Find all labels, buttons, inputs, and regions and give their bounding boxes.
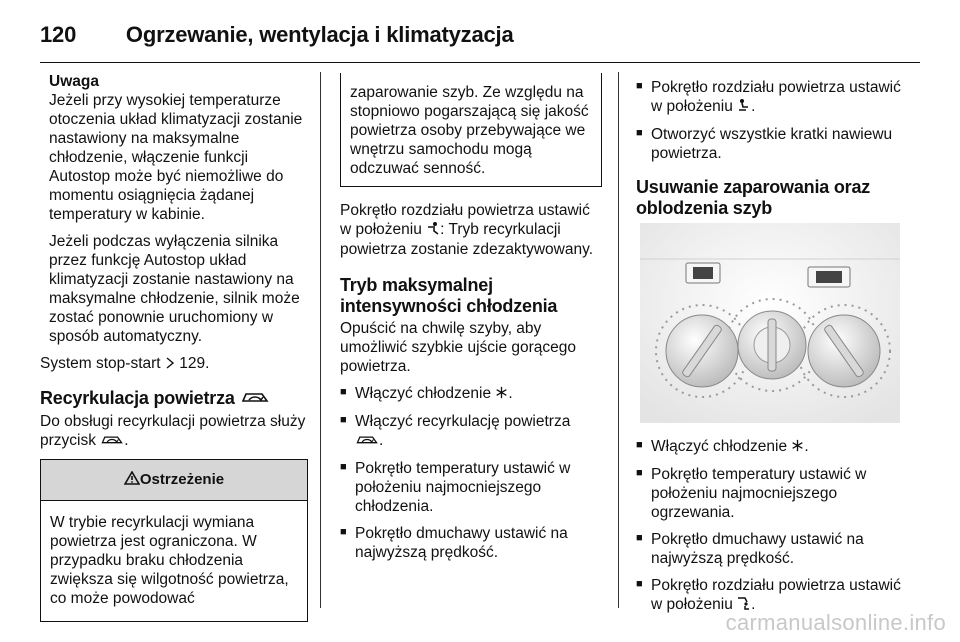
recirculation-car-icon xyxy=(100,432,124,451)
recirculation-car-icon xyxy=(240,389,270,410)
page-number: 120 xyxy=(40,22,77,47)
list-item: ■ Włączyć chłodzenie . xyxy=(636,437,904,457)
heading-defrost: Usuwanie zaparowania oraz oblodzenia szyb xyxy=(636,177,871,218)
climate-control-panel-illustration xyxy=(640,223,900,423)
max-cooling-intro: Opuścić na chwilę szyby, aby umożliwić szybkie ujście gorącego powietrza. xyxy=(340,320,577,375)
snowflake-ac-icon xyxy=(495,385,508,404)
warning-header: Ostrzeżenie xyxy=(41,460,307,501)
ventilation-steps xyxy=(636,78,904,163)
note-paragraph-2: Jeżeli podczas wyłączenia silnika przez funkcję Autostop układ klimatyzacji zostanie nastawiony na maksymalne chłodzenie, silnik może zostać ponownie uruchomiony w sposób automatyczny. xyxy=(49,233,300,345)
header-rule xyxy=(40,62,920,63)
column-2 xyxy=(340,74,602,570)
page-header xyxy=(40,22,513,48)
list-item: ■ Pokrętło dmuchawy ustawić na najwyższą prędkość. xyxy=(636,530,904,568)
warning-triangle-icon xyxy=(124,461,140,501)
vent-face-icon xyxy=(426,221,440,240)
column-3 xyxy=(636,78,904,623)
watermark: carmanualsonline.info xyxy=(725,610,946,635)
list-item: ■ Włączyć recyrkulację powietrza . xyxy=(340,412,602,451)
warning-box xyxy=(40,459,308,622)
list-item: ■ Otworzyć wszystkie kratki nawiewu powietrza. xyxy=(636,125,904,163)
heading-max-cooling: Tryb maksymalnej intensywności chłodzenia xyxy=(340,275,558,316)
warning-box-continued: zaparowanie szyb. Ze względu na stopniowo pogarszającą się jakość powietrza osoby przebywające we wnętrzu samochodu mogą odczuwać senność. xyxy=(340,73,602,187)
note-title: Uwaga xyxy=(49,73,99,90)
list-item: ■ Pokrętło dmuchawy ustawić na najwyższą prędkość. xyxy=(340,524,602,562)
note-paragraph-1: Jeżeli przy wysokiej temperaturze otoczenia układ klimatyzacji zostanie nastawiony na maksymalne chłodzenie, włączenie funkcji Autostop może być niemożliwe do momentu osiągnięcia żądanej temperatury w kabinie. xyxy=(49,92,303,223)
page-reference-arrow-icon xyxy=(165,355,175,374)
list-item: ■ Pokrętło temperatury ustawić w położeniu najmocniejszego chłodzenia. xyxy=(340,459,602,516)
note-block xyxy=(40,72,308,346)
paragraph-knob: Pokrętło rozdziału powietrza ustawić w położeniu : Tryb recyrkulacji powietrza zostanie zdezaktywowany. xyxy=(340,202,594,258)
stop-start-reference: System stop-start 129. xyxy=(40,355,210,372)
section-heading-recirculation: Recyrkulacja powietrza xyxy=(40,388,308,410)
vent-feet-icon xyxy=(737,98,751,117)
defrost-steps xyxy=(636,437,904,615)
max-cooling-steps xyxy=(340,384,602,562)
recirculation-car-icon xyxy=(355,432,379,451)
chapter-title: Ogrzewanie, wentylacja i klimatyzacja xyxy=(125,22,514,47)
list-item: ■ Pokrętło temperatury ustawić w położeniu najmocniejszego ogrzewania. xyxy=(636,465,904,522)
section-intro: Do obsługi recyrkulacji powietrza służy przycisk . xyxy=(40,413,306,449)
column-divider xyxy=(320,72,321,608)
list-item: ■ Włączyć chłodzenie . xyxy=(340,384,602,404)
warning-text: W trybie recyrkulacji wymiana powietrza jest ograniczona. W przypadku braku chłodzenia zwiększa się wilgotność powietrza, co może powodować xyxy=(50,514,289,607)
column-divider xyxy=(618,72,619,608)
snowflake-ac-icon xyxy=(791,438,804,457)
list-item: ■ Pokrętło rozdziału powietrza ustawić w położeniu . xyxy=(636,78,904,117)
list-item: ■ Pokrętło rozdziału powietrza ustawić w położeniu . xyxy=(636,576,904,615)
column-1 xyxy=(40,72,308,622)
